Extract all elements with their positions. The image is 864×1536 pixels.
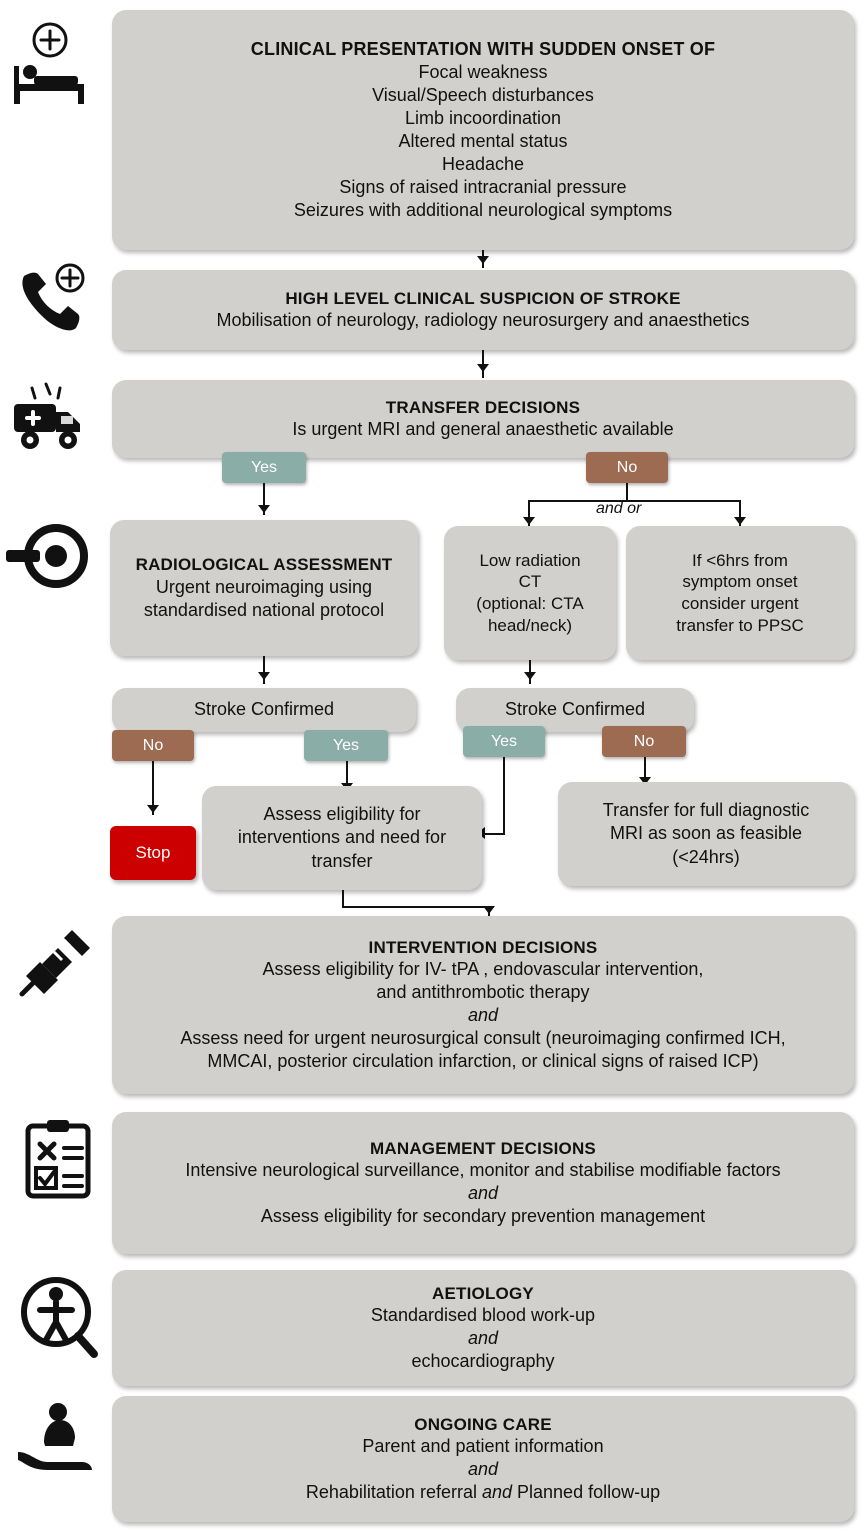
node-line-rehab: [306, 1481, 660, 1504]
node-clinical-presentation: [112, 10, 854, 250]
node-line-and: and: [467, 1183, 499, 1204]
node-line: symptom onset: [682, 572, 798, 592]
node-transfer-decisions: [112, 380, 854, 458]
node-line: (optional: CTA: [476, 594, 584, 613]
node-line: Parent and patient information: [362, 1436, 604, 1457]
decision-chip-no-left-confirmed: No: [112, 730, 194, 761]
arrow-head: [524, 672, 536, 680]
node-line: Signs of raised intracranial pressure: [339, 177, 627, 198]
node-heading: MANAGEMENT DECISIONS: [370, 1138, 596, 1158]
connector-assess-elbow: [342, 906, 490, 908]
node-transfer-to-ppsc: [626, 526, 854, 660]
arrow-head: [477, 364, 489, 372]
connector-no-stem: [626, 483, 628, 501]
arrow-head: [523, 517, 535, 525]
node-line: Assess eligibility for IV- tPA , endovascular intervention,: [262, 959, 704, 980]
arrow-head: [477, 256, 489, 264]
node-assess-eligibility-transfer: [202, 786, 482, 890]
rehab-text-part-1: Rehabilitation referral and Planned follow-up: [305, 1482, 661, 1503]
node-low-radiation-ct: [444, 526, 616, 660]
node-aetiology: [112, 1270, 854, 1386]
node-line: Transfer for full diagnostic: [602, 800, 810, 821]
node-line: Intensive neurological surveillance, monitor and stabilise modifiable factors: [185, 1160, 781, 1181]
node-radiological-assessment: [110, 520, 418, 656]
node-line: Standardised blood work-up: [370, 1305, 596, 1326]
mri-scanner-icon: [4, 524, 90, 588]
node-line: standardised national protocol: [143, 599, 385, 620]
arrow-head: [734, 517, 746, 525]
arrow-head: [147, 805, 159, 813]
node-management-decisions: [112, 1112, 854, 1254]
node-line: Headache: [441, 154, 525, 175]
node-high-suspicion: [112, 270, 854, 350]
node-line-and: and: [467, 1328, 499, 1349]
supportive-hand-icon: [14, 1398, 102, 1478]
node-line-and: and: [467, 1005, 499, 1026]
node-line: interventions and need for: [237, 827, 447, 848]
node-line: transfer to PPSC: [676, 615, 804, 635]
node-heading: HIGH LEVEL CLINICAL SUSPICION OF STROKE: [285, 288, 681, 308]
node-line: consider urgent: [681, 594, 799, 613]
and-or-label: and or: [596, 500, 642, 517]
node-line: Low radiation: [479, 550, 581, 570]
node-heading: TRANSFER DECISIONS: [385, 397, 581, 417]
node-line: Stroke Confirmed: [504, 699, 646, 720]
arrow-head: [483, 906, 495, 914]
arrow-head: [258, 672, 270, 680]
node-line: Is urgent MRI and general anaesthetic available: [292, 419, 674, 440]
node-line: MRI as soon as feasible: [609, 823, 803, 844]
node-line: Visual/Speech disturbances: [372, 84, 594, 105]
node-line: Limb incoordination: [404, 107, 562, 128]
decision-chip-no-transfer: No: [586, 452, 668, 483]
node-stroke-confirmed-left: [112, 688, 416, 732]
emergency-phone-call-icon: [10, 262, 90, 338]
ambulance-icon: [6, 378, 92, 458]
node-heading: AETIOLOGY: [432, 1283, 534, 1303]
node-line-and: and: [467, 1459, 499, 1480]
node-heading: RADIOLOGICAL ASSESSMENT: [135, 555, 393, 575]
syringe-icon: [14, 922, 98, 1006]
node-line: and antithrombotic therapy: [376, 982, 590, 1003]
node-heading: CLINICAL PRESENTATION WITH SUDDEN ONSET OF: [250, 38, 716, 59]
arrow-head: [258, 505, 270, 513]
node-line: Altered mental status: [398, 131, 568, 151]
patient-in-bed-icon: [8, 20, 92, 108]
node-line: Focal weakness: [418, 61, 548, 82]
checklist-clipboard-icon: [22, 1118, 94, 1202]
patient-magnifier-icon: [16, 1268, 100, 1360]
node-line: Mobilisation of neurology, radiology neurosurgery and anaesthetics: [216, 310, 750, 331]
node-line: (<24hrs): [672, 846, 740, 867]
node-line: If <6hrs from: [692, 550, 788, 570]
decision-chip-yes-left-confirmed: Yes: [304, 730, 388, 761]
node-line: Assess eligibility for secondary prevention management: [260, 1206, 706, 1227]
node-line: Stroke Confirmed: [193, 699, 335, 720]
node-line: Assess eligibility for: [263, 804, 421, 825]
node-intervention-decisions: [112, 916, 854, 1094]
node-heading: INTERVENTION DECISIONS: [368, 937, 598, 957]
node-ongoing-care: [112, 1396, 854, 1522]
decision-chip-yes-right-confirmed: Yes: [463, 726, 545, 757]
node-line: transfer: [311, 850, 373, 871]
node-line: Seizures with additional neurological symptoms: [293, 200, 673, 221]
decision-chip-yes-transfer: Yes: [222, 452, 306, 483]
node-line: echocardiography: [411, 1351, 555, 1372]
decision-chip-no-right-confirmed: No: [602, 726, 686, 757]
node-line: Urgent neuroimaging using: [155, 576, 373, 597]
node-line: MMCAI, posterior circulation infarction, or clinical signs of raised ICP): [207, 1051, 759, 1072]
node-heading: ONGOING CARE: [414, 1414, 552, 1434]
connector-right-yes-down: [503, 757, 505, 835]
node-line: CT: [518, 572, 542, 592]
node-transfer-full-mri: [558, 782, 854, 886]
node-line: head/neck): [487, 615, 573, 635]
stop-node: Stop: [110, 826, 196, 880]
node-line: Assess need for urgent neurosurgical consult (neuroimaging confirmed ICH,: [180, 1028, 786, 1049]
